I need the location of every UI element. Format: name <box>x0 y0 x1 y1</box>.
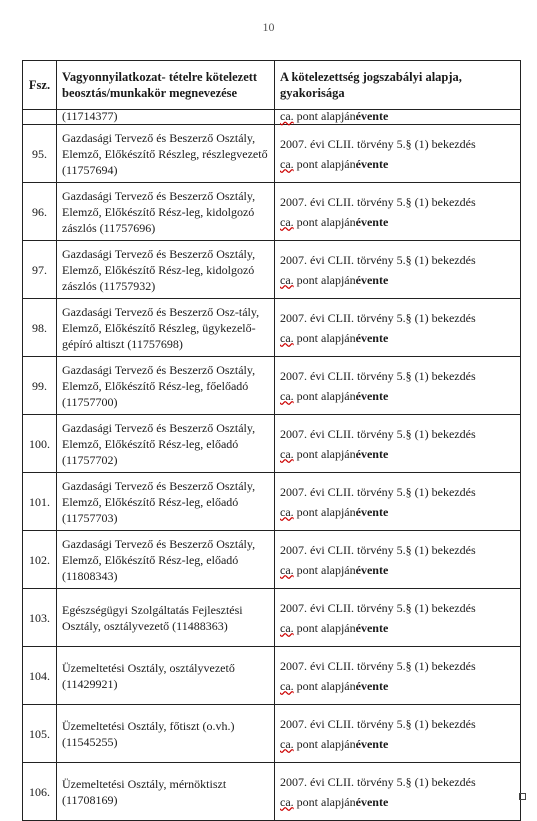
row-frequency-line <box>280 272 515 288</box>
row-rest: pont alapján <box>293 214 356 229</box>
row-position: Üzemeltetési Osztály, mérnöktiszt (11708169) <box>57 763 275 821</box>
row-legal-basis <box>275 473 521 531</box>
header-legal-basis: A kötelezettség jogszabályi alapja, gyakorisága <box>275 61 521 110</box>
row-legal-basis <box>275 125 521 183</box>
row-legal-basis <box>275 357 521 415</box>
table-row <box>23 705 521 763</box>
row-ca: ca. <box>280 620 294 635</box>
row-position: Gazdasági Tervező és Beszerző Osztály, Elemző, Előkészítő Rész-leg, előadó (11808343) <box>57 531 275 589</box>
continuation-num-cell <box>23 110 57 125</box>
row-legal-basis <box>275 589 521 647</box>
row-law: 2007. évi CLII. törvény 5.§ (1) bekezdés <box>280 716 476 731</box>
row-frequency-line <box>280 330 515 346</box>
row-legal-basis <box>275 299 521 357</box>
row-position: Üzemeltetési Osztály, főtiszt (o.vh.) (11545255) <box>57 705 275 763</box>
row-freq: évente <box>355 446 389 461</box>
row-ca: ca. <box>280 562 294 577</box>
row-ca: ca. <box>280 214 294 229</box>
row-number: 95. <box>23 125 57 183</box>
row-frequency-line <box>280 678 515 694</box>
row-position: Gazdasági Tervező és Beszerző Osztály, Elemző, Előkészítő Rész-leg, kidolgozó zászlós (11757696) <box>57 183 275 241</box>
table-row <box>23 415 521 473</box>
row-ca: ca. <box>280 678 294 693</box>
row-number: 103. <box>23 589 57 647</box>
row-number: 105. <box>23 705 57 763</box>
row-freq: évente <box>355 330 389 345</box>
row-frequency-line <box>280 794 515 810</box>
row-frequency-line <box>280 504 515 520</box>
row-rest: pont alapján <box>293 562 356 577</box>
row-freq: évente <box>355 214 389 229</box>
row-law: 2007. évi CLII. törvény 5.§ (1) bekezdés <box>280 310 476 325</box>
row-frequency-line <box>280 156 515 172</box>
table-row <box>23 183 521 241</box>
row-rest: pont alapján <box>293 272 356 287</box>
table-row <box>23 531 521 589</box>
row-freq: évente <box>355 156 389 171</box>
row-number: 106. <box>23 763 57 821</box>
table-row <box>23 647 521 705</box>
row-legal-basis <box>275 241 521 299</box>
table-row <box>23 589 521 647</box>
continuation-position: (11714377) <box>57 110 275 125</box>
row-freq: évente <box>355 678 389 693</box>
row-frequency-line <box>280 388 515 404</box>
row-rest: pont alapján <box>293 388 356 403</box>
row-legal-basis <box>275 647 521 705</box>
row-legal-basis <box>275 763 521 821</box>
row-frequency-line <box>280 562 515 578</box>
row-ca: ca. <box>280 388 294 403</box>
row-freq: évente <box>355 272 389 287</box>
row-number: 101. <box>23 473 57 531</box>
row-law: 2007. évi CLII. törvény 5.§ (1) bekezdés <box>280 252 476 267</box>
row-ca: ca. <box>280 504 294 519</box>
header-serial-number: Fsz. <box>23 61 57 110</box>
paragraph-end-mark <box>519 793 526 800</box>
row-law: 2007. évi CLII. törvény 5.§ (1) bekezdés <box>280 774 476 789</box>
table-row <box>23 357 521 415</box>
row-number: 99. <box>23 357 57 415</box>
row-frequency-line <box>280 214 515 230</box>
page-number: 10 <box>262 20 275 34</box>
row-rest: pont alapján <box>293 736 356 751</box>
row-frequency-line <box>280 736 515 752</box>
row-freq: évente <box>355 620 389 635</box>
basis-frequency: évente <box>355 109 389 123</box>
asset-declaration-table <box>22 60 521 821</box>
row-position: Egészségügyi Szolgáltatás Fejlesztési Osztály, osztályvezető (11488363) <box>57 589 275 647</box>
row-rest: pont alapján <box>293 156 356 171</box>
row-position: Gazdasági Tervező és Beszerző Osz-tály, Elemző, Előkészítő Részleg, ügykezelő-gépíró altiszt (11757698) <box>57 299 275 357</box>
row-rest: pont alapján <box>293 330 356 345</box>
row-legal-basis <box>275 531 521 589</box>
row-legal-basis <box>275 415 521 473</box>
row-number: 96. <box>23 183 57 241</box>
table-row <box>23 299 521 357</box>
row-position: Üzemeltetési Osztály, osztályvezető (11429921) <box>57 647 275 705</box>
basis-ca: ca. <box>280 109 294 123</box>
row-law: 2007. évi CLII. törvény 5.§ (1) bekezdés <box>280 426 476 441</box>
table-row <box>23 473 521 531</box>
row-position: Gazdasági Tervező és Beszerző Osztály, Elemző, Előkészítő Rész-leg, előadó (11757703) <box>57 473 275 531</box>
row-ca: ca. <box>280 736 294 751</box>
row-freq: évente <box>355 562 389 577</box>
basis-rest: pont alapján <box>293 109 356 123</box>
row-number: 104. <box>23 647 57 705</box>
row-law: 2007. évi CLII. törvény 5.§ (1) bekezdés <box>280 484 476 499</box>
row-law: 2007. évi CLII. törvény 5.§ (1) bekezdés <box>280 658 476 673</box>
row-number: 102. <box>23 531 57 589</box>
row-ca: ca. <box>280 794 294 809</box>
row-position: Gazdasági Tervező és Beszerző Osztály, Elemző, Előkészítő Részleg, részlegvezető (11757694) <box>57 125 275 183</box>
row-number: 100. <box>23 415 57 473</box>
row-ca: ca. <box>280 272 294 287</box>
row-rest: pont alapján <box>293 794 356 809</box>
row-number: 97. <box>23 241 57 299</box>
row-rest: pont alapján <box>293 504 356 519</box>
row-ca: ca. <box>280 446 294 461</box>
row-freq: évente <box>355 504 389 519</box>
table-header-row <box>23 61 521 110</box>
row-law: 2007. évi CLII. törvény 5.§ (1) bekezdés <box>280 542 476 557</box>
row-position: Gazdasági Tervező és Beszerző Osztály, Elemző, Előkészítő Rész-leg, kidolgozó zászlós (11757932) <box>57 241 275 299</box>
continuation-row <box>23 110 521 125</box>
row-rest: pont alapján <box>293 446 356 461</box>
row-ca: ca. <box>280 330 294 345</box>
row-rest: pont alapján <box>293 678 356 693</box>
continuation-basis <box>275 110 521 125</box>
table-row <box>23 763 521 821</box>
row-rest: pont alapján <box>293 620 356 635</box>
table-row <box>23 125 521 183</box>
row-freq: évente <box>355 794 389 809</box>
header-position: Vagyonnyilatkozat- tételre kötelezett beosztás/munkakör megnevezése <box>57 61 275 110</box>
row-position: Gazdasági Tervező és Beszerző Osztály, Elemző, Előkészítő Rész-leg, előadó (11757702) <box>57 415 275 473</box>
row-law: 2007. évi CLII. törvény 5.§ (1) bekezdés <box>280 368 476 383</box>
row-legal-basis <box>275 183 521 241</box>
row-freq: évente <box>355 388 389 403</box>
table-row <box>23 241 521 299</box>
row-position: Gazdasági Tervező és Beszerző Osztály, Elemző, Előkészítő Rész-leg, főelőadó (11757700) <box>57 357 275 415</box>
row-number: 98. <box>23 299 57 357</box>
row-law: 2007. évi CLII. törvény 5.§ (1) bekezdés <box>280 136 476 151</box>
row-frequency-line <box>280 446 515 462</box>
row-law: 2007. évi CLII. törvény 5.§ (1) bekezdés <box>280 600 476 615</box>
row-law: 2007. évi CLII. törvény 5.§ (1) bekezdés <box>280 194 476 209</box>
row-frequency-line <box>280 620 515 636</box>
row-freq: évente <box>355 736 389 751</box>
row-ca: ca. <box>280 156 294 171</box>
row-legal-basis <box>275 705 521 763</box>
